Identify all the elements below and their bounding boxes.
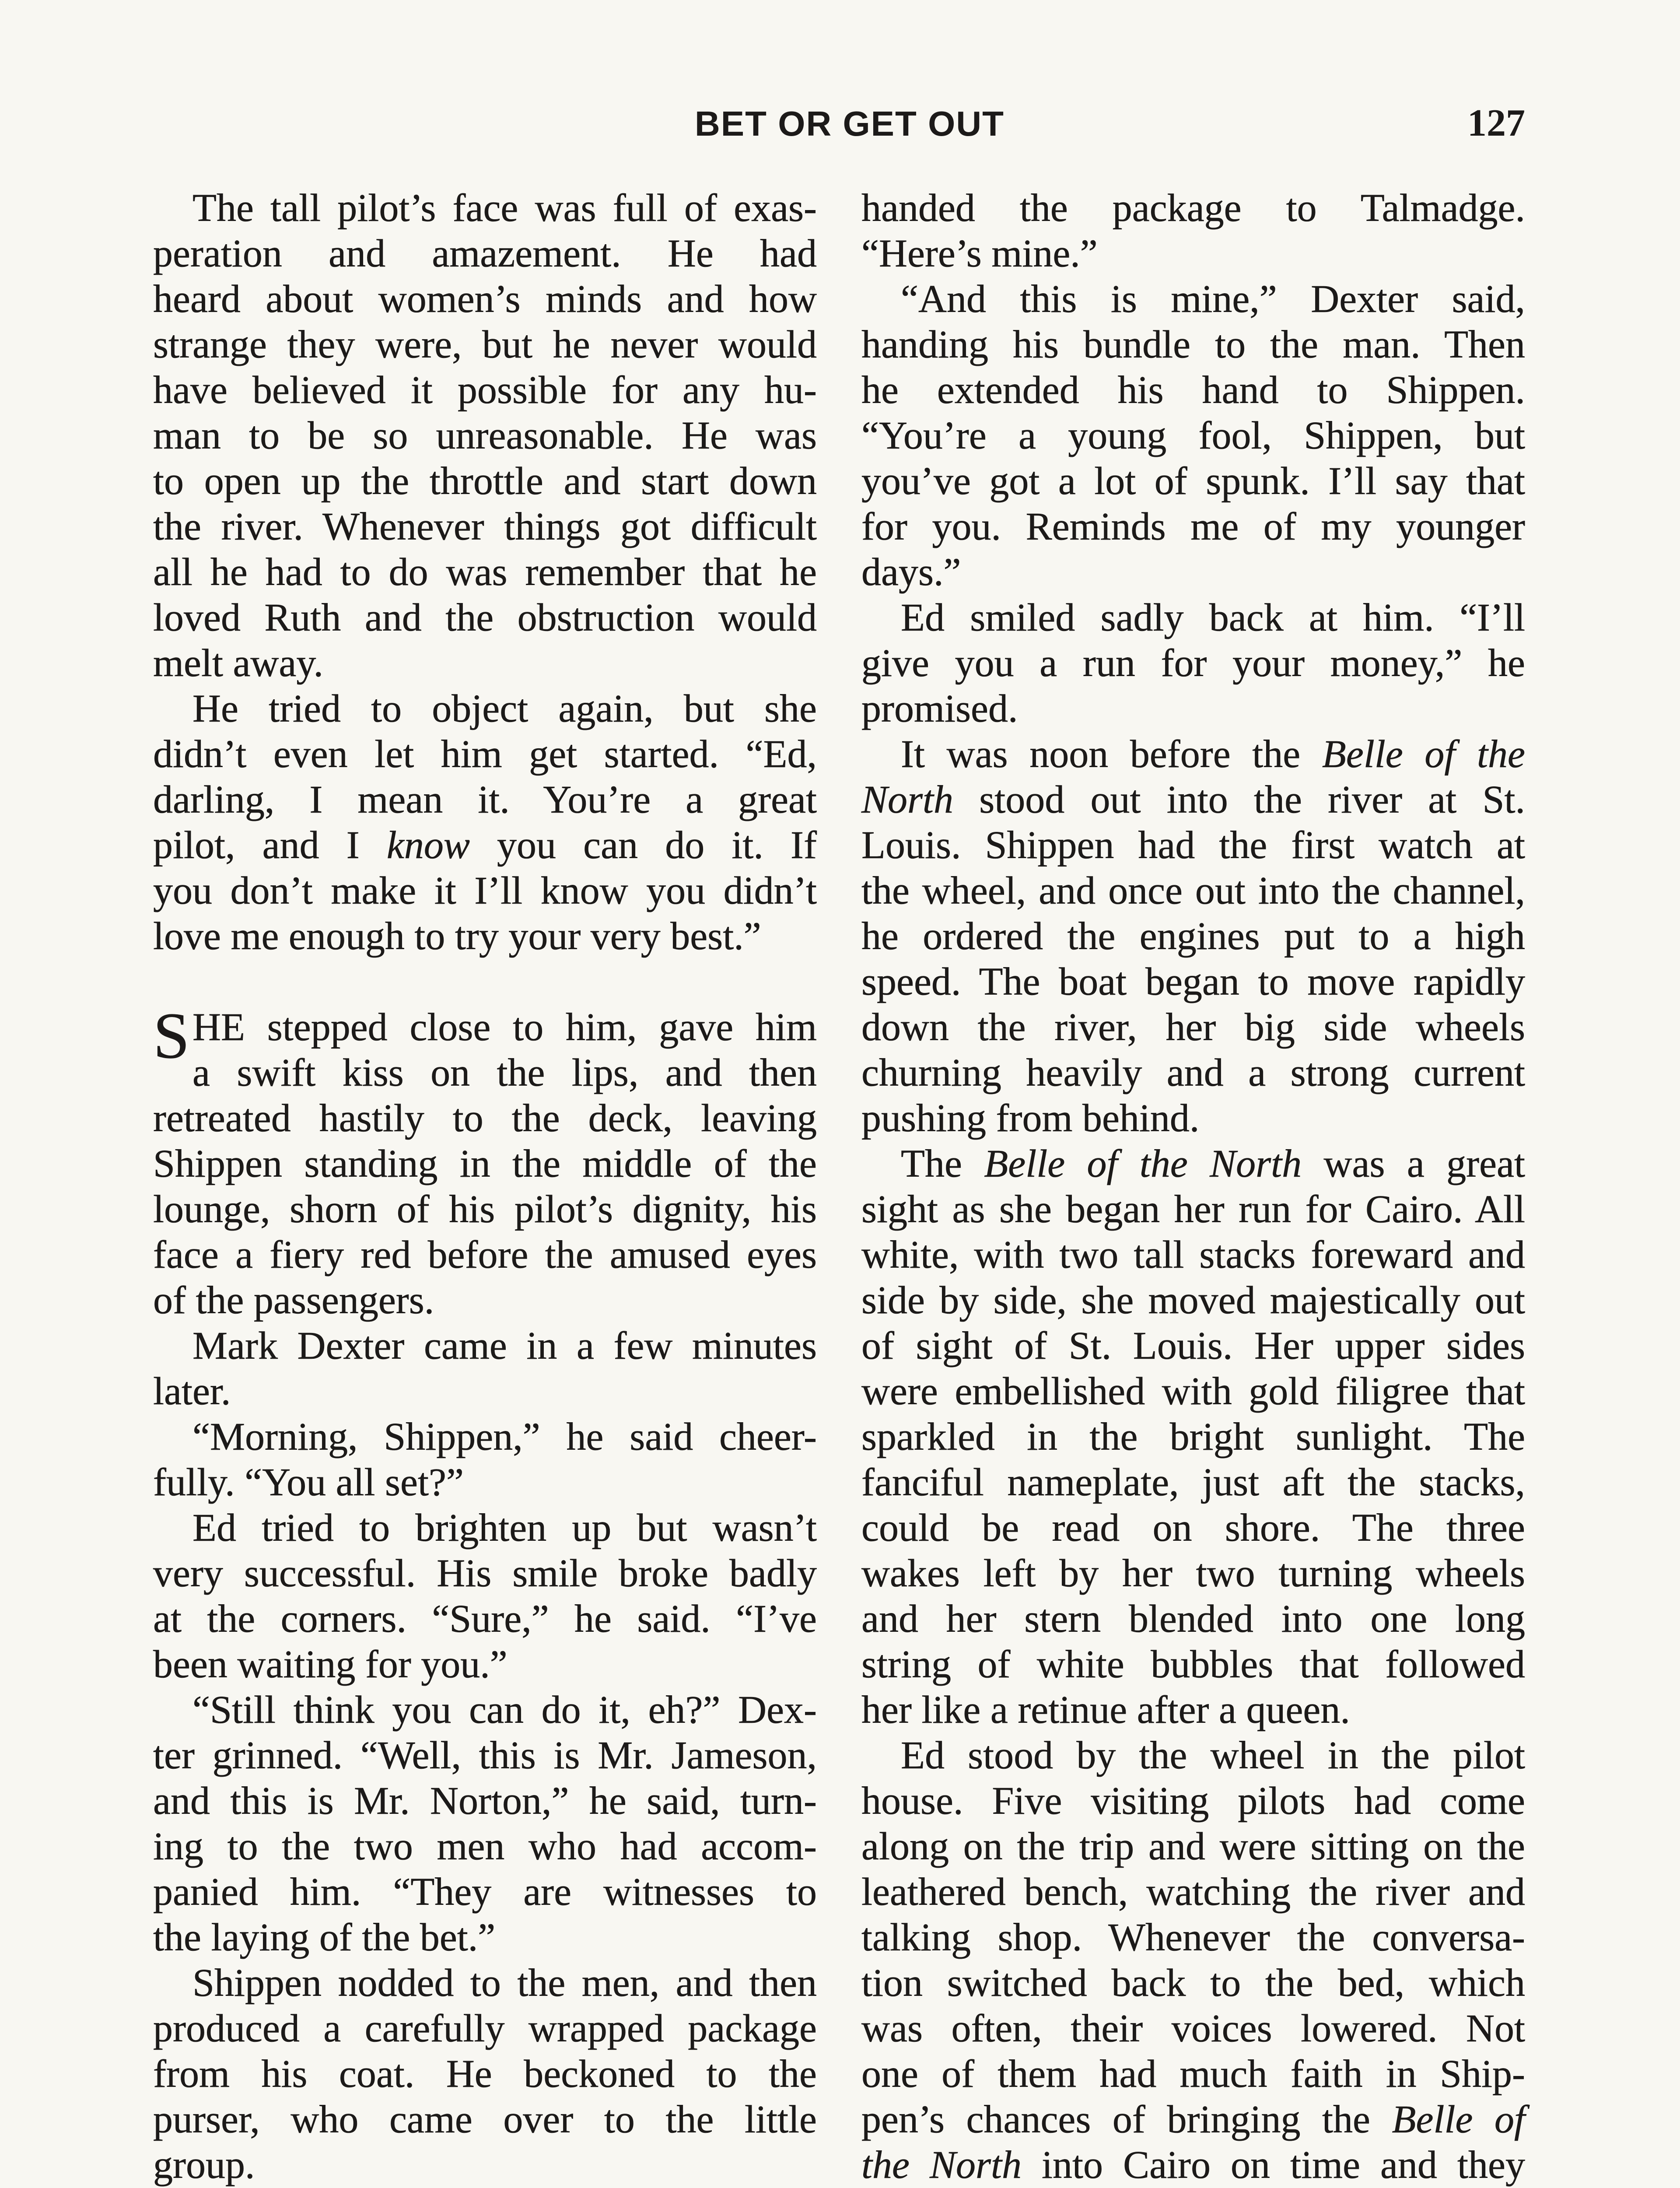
line-text: Mark Dexter came in a few minutes [192,1324,817,1368]
text-line [153,277,817,322]
line-text: He tried to object again, but she [192,687,817,730]
italic-text: Belle of [1392,2098,1525,2141]
line-text: loved Ruth and the obstruction would [153,596,817,639]
text-line [861,2097,1525,2142]
text-line [861,686,1525,732]
line-text: man to be so unreasonable. He was [153,414,817,457]
text-line [861,777,1525,823]
line-text: fully. “You all set?” [153,1461,464,1504]
italic-text: Belle of the [1322,733,1525,776]
text-line [861,231,1525,277]
text-line [153,2097,817,2142]
text-line [861,1050,1525,1096]
text-line [861,1187,1525,1232]
line-text: could be read on shore. The three [861,1506,1525,1550]
drop-cap: S [153,999,190,1072]
line-text: been waiting for you.” [153,1643,508,1686]
paragraph [861,595,1525,732]
paragraph [861,277,1525,595]
text-line [153,550,817,595]
text-line [153,1596,817,1642]
line-text: all he had to do was remember that he [153,551,817,594]
line-text: he ordered the engines put to a high [861,915,1525,958]
line-text [861,778,1525,821]
line-text: group. [153,2143,255,2187]
text-line [153,1824,817,1869]
text-line [153,322,817,368]
text-line [153,1369,817,1414]
line-text: white, with two tall stacks foreward and [861,1233,1525,1276]
text-line [153,1733,817,1778]
text-line [861,186,1525,231]
line-text: a swift kiss on the lips, and then [192,1051,817,1094]
text-line [861,1824,1525,1869]
line-text: her like a retinue after a queen. [861,1688,1350,1732]
text-line [861,959,1525,1005]
text-line [153,2051,817,2097]
line-text: house. Five visiting pilots had come [861,1779,1526,1823]
text-run: It was noon before the [901,733,1322,776]
line-text: were embellished with gold filigree that [861,1370,1526,1413]
line-text: sight as she began her run for Cairo. All [861,1188,1526,1231]
paragraph [153,1323,817,1414]
text-line [861,1369,1525,1414]
line-text: love me enough to try your very best.” [153,915,761,958]
line-text: “Morning, Shippen,” he said cheer- [192,1415,817,1459]
paragraph [861,1141,1525,1733]
text-line [861,1687,1525,1733]
line-text: he extended his hand to Shippen. [861,368,1525,412]
paragraph [153,1505,817,1687]
text-line [861,2006,1525,2051]
line-text: churning heavily and a strong current [861,1051,1526,1094]
line-text: Ed smiled sadly back at him. “I’ll [901,596,1525,639]
line-text: “Still think you can do it, eh?” Dex- [192,1688,817,1732]
text-line [153,686,817,732]
text-line [861,1141,1525,1187]
text-line [861,1915,1525,1960]
text-line [861,595,1525,641]
line-text: later. [153,1370,231,1413]
line-text: you don’t make it I’ll know you didn’t [153,869,817,912]
text-line [861,277,1525,322]
line-text: to open up the throttle and start down [153,459,817,503]
line-text: HE stepped close to him, gave him [192,1006,817,1049]
text-line [153,1141,817,1187]
line-text [901,733,1525,776]
line-text: the river. Whenever things got difficult [153,505,817,548]
text-line [153,413,817,459]
line-text: darling, I mean it. You’re a great [153,778,817,821]
line-text: Ed stood by the wheel in the pilot [901,1734,1526,1777]
text-line [153,732,817,777]
text-line [861,1460,1525,1505]
text-line [861,1005,1525,1050]
line-text: face a fiery red before the amused eyes [153,1233,817,1276]
text-line [153,459,817,504]
running-head: BET OR GET OUT [695,104,1004,143]
text-line [153,1778,817,1824]
text-line [153,1005,817,1050]
line-text [901,1142,1525,1185]
text-line [861,550,1525,595]
line-text: of the passengers. [153,1279,434,1322]
line-text: sparkled in the bright sunlight. The [861,1415,1526,1459]
line-text: wakes left by her two turning wheels [861,1552,1525,1595]
line-text: Louis. Shippen had the first watch at [861,824,1525,867]
line-text: produced a carefully wrapped package [153,2007,817,2050]
line-text: pushing from behind. [861,1097,1200,1140]
text-line [861,1642,1525,1687]
line-text: “You’re a young fool, Shippen, but [861,414,1526,457]
text-line [153,777,817,823]
line-text: heard about women’s minds and how [153,277,817,321]
text-line [861,2142,1525,2188]
text-line [861,504,1525,550]
paragraph [153,1960,817,2188]
line-text: Ed tried to brighten up but wasn’t [192,1506,817,1550]
text-line [861,823,1525,868]
page-number: 127 [1467,102,1525,144]
text-line [153,1915,817,1960]
text-line [153,1551,817,1596]
text-line [153,1096,817,1141]
text-line [861,1778,1525,1824]
text-run: The [901,1142,984,1185]
text-line [861,914,1525,959]
text-line [153,1960,817,2006]
line-text: promised. [861,687,1018,730]
line-text: down the river, her big side wheels [861,1006,1525,1049]
text-line [153,1687,817,1733]
line-text: handed the package to Talmadge. [861,186,1525,230]
line-text: side by side, she moved majestically out [861,1279,1526,1322]
line-text: Shippen nodded to the men, and then [192,1961,817,2005]
line-text: tion switched back to the bed, which [861,1961,1525,2005]
text-run: pilot, and I [153,824,387,867]
line-text: days.” [861,551,961,594]
line-text: very successful. His smile broke badly [153,1552,817,1595]
line-text: Shippen standing in the middle of the [153,1142,817,1185]
text-line [861,641,1525,686]
line-text: at the corners. “Sure,” he said. “I’ve [153,1597,817,1641]
text-line [861,368,1525,413]
text-line [861,1551,1525,1596]
line-text: lounge, shorn of his pilot’s dignity, his [153,1188,817,1231]
text-line [861,322,1525,368]
line-text: ing to the two men who had accom- [153,1825,817,1868]
text-line [153,641,817,686]
text-line [861,459,1525,504]
text-line [861,1096,1525,1141]
text-line [861,1505,1525,1551]
italic-text: North [861,778,954,821]
paragraph [861,1733,1525,2188]
line-text: “Here’s mine.” [861,232,1098,275]
line-text: fanciful nameplate, just aft the stacks, [861,1461,1525,1504]
line-text: handing his bundle to the man. Then [861,323,1525,366]
line-text: one of them had much faith in Ship- [861,2052,1525,2096]
text-line [861,1323,1525,1369]
text-line [153,231,817,277]
line-text: along on the trip and were sitting on the [861,1825,1526,1868]
text-line [153,823,817,868]
line-text: leathered bench, watching the river and [861,1870,1525,1914]
text-line [861,1960,1525,2006]
line-text: the wheel, and once out into the channel, [861,869,1526,912]
text-line [153,504,817,550]
text-line [153,1187,817,1232]
line-text [153,824,817,867]
line-text: have believed it possible for any hu- [153,368,817,412]
text-line [153,1642,817,1687]
text-run: pen’s chances of bringing the [861,2098,1392,2141]
line-text: string of white bubbles that followed [861,1643,1525,1686]
text-line [153,1232,817,1278]
text-run: you can do it. If [469,824,817,867]
text-line [153,1869,817,1915]
line-text: the laying of the bet.” [153,1916,496,1959]
text-line [861,2051,1525,2097]
text-line [153,2006,817,2051]
text-line [153,914,817,959]
line-text: didn’t even let him get started. “Ed, [153,733,817,776]
line-text: The tall pilot’s face was full of exas- [192,186,817,230]
line-text: from his coat. He beckoned to the [153,2052,817,2096]
line-text: melt away. [153,642,324,685]
text-line [153,1460,817,1505]
line-text: was often, their voices lowered. Not [861,2007,1525,2050]
text-line [153,2142,817,2188]
line-text: speed. The boat began to move rapidly [861,960,1525,1003]
text-line [861,732,1525,777]
text-line [861,1733,1525,1778]
line-text [861,2098,1525,2141]
text-line [153,1414,817,1460]
line-text: ter grinned. “Well, this is Mr. Jameson, [153,1734,817,1777]
text-run: into Cairo on time and they [1022,2143,1525,2187]
text-line [153,868,817,914]
text-run: was a great [1302,1142,1525,1185]
text-line [861,868,1525,914]
text-line [861,1278,1525,1323]
line-text: panied him. “They are witnesses to [153,1870,817,1914]
text-run: stood out into the river at St. [953,778,1525,821]
italic-text: know [386,824,470,867]
line-text: for you. Reminds me of my younger [861,505,1526,548]
line-text: peration and amazement. He had [153,232,817,275]
text-line [153,1278,817,1323]
paragraph [153,1687,817,1960]
left-column [153,186,817,2188]
text-line [861,1232,1525,1278]
paragraph [861,186,1525,277]
line-text: retreated hastily to the deck, leaving [153,1097,817,1140]
line-text: of sight of St. Louis. Her upper sides [861,1324,1525,1368]
text-line [153,595,817,641]
text-line [861,1414,1525,1460]
text-line [153,1505,817,1551]
paragraph-drop-cap [153,999,817,1323]
text-line [153,1323,817,1369]
paragraph [153,186,817,686]
text-line [861,1596,1525,1642]
italic-text: the North [861,2143,1022,2187]
paragraph [153,686,817,959]
paragraph [153,1414,817,1505]
right-column [861,186,1525,2188]
line-text: you’ve got a lot of spunk. I’ll say that [861,459,1526,503]
paragraph [861,732,1525,1141]
line-text: strange they were, but he never would [153,323,817,366]
italic-text: Belle of the North [984,1142,1302,1185]
line-text: purser, who came over to the little [153,2098,817,2141]
text-line [153,368,817,413]
line-text: “And this is mine,” Dexter said, [901,277,1525,321]
line-text: and this is Mr. Norton,” he said, turn- [153,1779,817,1823]
line-text [861,2143,1525,2187]
text-line [861,1869,1525,1915]
text-line [153,186,817,231]
line-text: talking shop. Whenever the conversa- [861,1916,1526,1959]
line-text: and her stern blended into one long [861,1597,1525,1641]
line-text: give you a run for your money,” he [861,642,1525,685]
text-line [153,1050,817,1096]
text-line [861,413,1525,459]
